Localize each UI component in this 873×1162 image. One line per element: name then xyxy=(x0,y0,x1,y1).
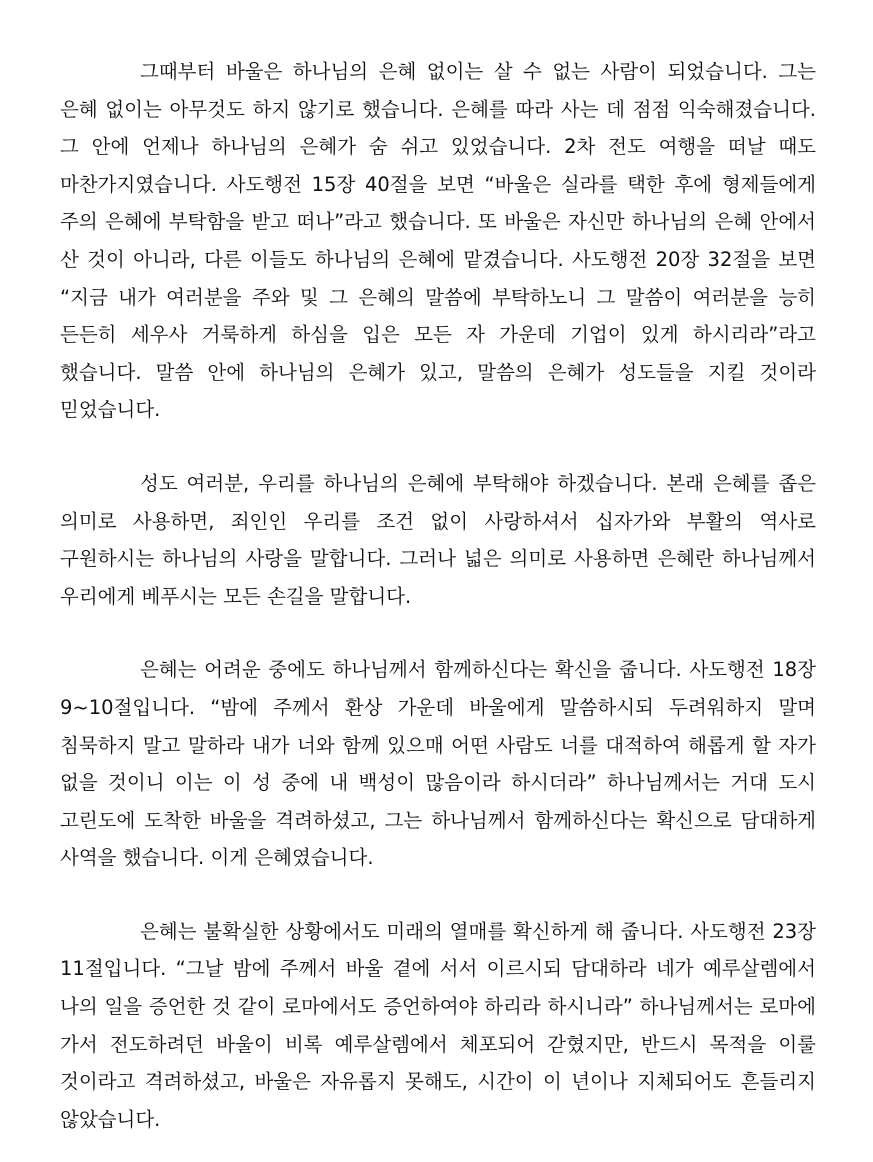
paragraph-3: 은혜는 어려운 중에도 하나님께서 함께하신다는 확신을 줍니다. 사도행전 18장 9~10절입니다. “밤에 주께서 환상 가운데 바울에게 말씀하시되 두려워하지 말며 침묵하지 말고 말하라 내가 너와 함께 있으매 어떤 사람도 너를 대적하여 해롭게 할 자가 없을 것이니 이는 이 성 중에 내 백성이 많음이라 하시더라” 하나님께서는 거대 도시 고린도에 도착한 바울을 격려하셨고, 그는 하나님께서 함께하신다는 확신으로 담대하게 사역을 했습니다. 이게 은혜였습니다. xyxy=(60,658,816,870)
paragraph-1: 그때부터 바울은 하나님의 은혜 없이는 살 수 없는 사람이 되었습니다. 그는 은혜 없이는 아무것도 하지 않기로 했습니다. 은혜를 따라 사는 데 점점 익숙해졌습니다. 그 안에 언제나 하나님의 은혜가 숨 쉬고 있었습니다. 2차 전도 여행을 떠날 때도 마찬가지였습니다. 사도행전 15장 40절을 보면 “바울은 실라를 택한 후에 형제들에게 주의 은혜에 부탁함을 받고 떠나”라고 했습니다. 또 바울은 자신만 하나님의 은혜 안에서 산 것이 아니라, 다른 이들도 하나님의 은혜에 맡겼습니다. 사도행전 20장 32절을 보면 “지금 내가 여러분을 주와 및 그 은혜의 말씀에 부탁하노니 그 말씀이 여러분을 능히 든든히 세우사 거룩하게 하심을 입은 모든 자 가운데 기업이 있게 하시리라”라고 했습니다. 말씀 안에 하나님의 은혜가 있고, 말씀의 은혜가 성도들을 지킬 것이라 믿었습니다. xyxy=(60,60,816,422)
paragraph-4: 은혜는 불확실한 상황에서도 미래의 열매를 확신하게 해 줍니다. 사도행전 23장 11절입니다. “그날 밤에 주께서 바울 곁에 서서 이르시되 담대하라 네가 예루살렘에서 나의 일을 증언한 것 같이 로마에서도 증언하여야 하리라 하시니라” 하나님께서는 로마에 가서 전도하려던 바울이 비록 예루살렘에서 체포되어 갇혔지만, 반드시 목적을 이룰 것이라고 격려하셨고, 바울은 자유롭지 못해도, 시간이 이 년이나 지체되어도 흔들리지 않았습니다. xyxy=(60,919,816,1131)
paragraph-2: 성도 여러분, 우리를 하나님의 은혜에 부탁해야 하겠습니다. 본래 은혜를 좁은 의미로 사용하면, 죄인인 우리를 조건 없이 사랑하셔서 십자가와 부활의 역사로 구원하시는 하나님의 사랑을 말합니다. 그러나 넓은 의미로 사용하면 은혜란 하나님께서 우리에게 베푸시는 모든 손길을 말합니다. xyxy=(60,471,816,608)
document-body xyxy=(60,53,816,1138)
